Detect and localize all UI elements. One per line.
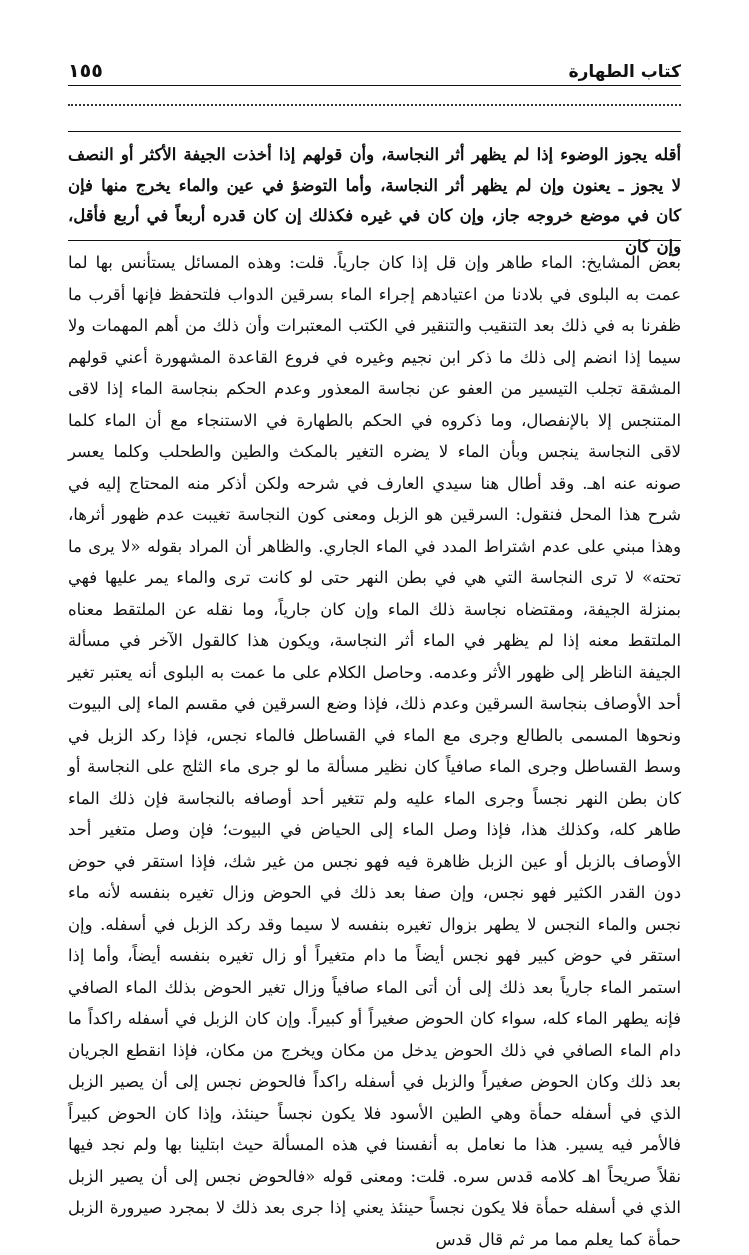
page-number: ١٥٥ xyxy=(68,60,103,82)
commentary-separator-rule xyxy=(68,240,681,241)
book-title: كتاب الطهارة xyxy=(568,62,681,82)
main-text xyxy=(68,140,681,262)
main-text-paragraph: أقله يجوز الوضوء إذا لم يظهر أثر النجاسة، وأن قولهم إذا أخذت الجيفة الأكثر أو النصف لا يجوز ـ يعنون وإن لم يظهر أثر النجاسة، وأما التوضؤ في عين والماء يخرج منها فإن كان في موضع خروجه جاز، وإن كان في غيره فكذلك إن كان قدره أربعاً في أربع فأقل، وإن كان xyxy=(68,145,681,256)
main-text-top-rule xyxy=(68,131,681,132)
page-header xyxy=(68,55,681,86)
commentary-paragraph: بعض المشايخ: الماء طاهر وإن قل إذا كان جارياً. قلت: وهذه المسائل يستأنس بها لما عمت به البلوى في بلادنا من اعتيادهم إجراء الماء بسرقين الدواب فلتحفظ فإنها أقرب ما ظفرنا به في ذلك بعد التنقيب والتنقير في الكتب المعتبرات وأن ذلك من أهم المهمات ولا سيما إذا انضم إلى ذلك ما ذكر ابن نجيم وغيره في فروع القاعدة المشهورة أعني قولهم المشقة تجلب التيسير من العفو عن نجاسة المعذور وعدم الحكم بنجاسة الماء إذا لاقى المتنجس إلا بالإنفصال، وما ذكروه في الحكم بالطهارة في الاستنجاء مع أن الماء كلما لاقى النجاسة ينجس وبأن الماء لا يضره التغير بالمكث والطين والطحلب وكلما يعسر صونه عنه اهـ. وقد أطال هنا سيدي العارف في شرحه ولكن أذكر منه المحتاج إليه في شرح هذا المحل فنقول: السرقين هو الزبل ومعنى كون النجاسة تغيبت عدم ظهور أثرها، وهذا مبني على عدم اشتراط المدد في الماء الجاري. والظاهر أن المراد بقوله «لا يرى ما تحته» لا ترى النجاسة التي هي في بطن النهر حتى لو كانت ترى والماء يمر عليها فهي بمنزلة الجيفة، ومقتضاه نجاسة ذلك الماء وإن كان جارياً، وما نقله عن الملتقط معناه الملتقط معنه إذا لم يظهر في الماء أثر النجاسة، ويكون هذا كالقول الآخر في مسألة الجيفة الناظر إلى ظهور الأثر وعدمه. وحاصل الكلام على ما عمت به البلوى أنه يعتبر تغير أحد الأوصاف بنجاسة السرقين وعدم ذلك، فإذا وضع السرقين في مقسم الماء إلى البيوت ونحوها المسمى بالطالع وجرى مع الماء في القساطل فالماء نجس، فإذا ركد الزبل في وسط القساطل وجرى الماء صافياً كان نظير مسألة ما لو جرى ماء الثلج على النجاسة أو كان بطن النهر نجساً وجرى الماء عليه ولم تتغير أحد أوصافه بالنجاسة فإن ذلك الماء طاهر كله، وكذلك هذا، فإذا وصل الماء إلى الحياض في البيوت؛ فإن وصل متغير أحد الأوصاف بالزبل أو عين الزبل ظاهرة فيه فهو نجس من غير شك، فإذا استقر في حوض دون القدر الكثير فهو نجس، وإن صفا بعد ذلك في الحوض وزال تغيره بنفسه لأنه ماء نجس والماء النجس لا يطهر بزوال تغيره بنفسه لا سيما وقد ركد الزبل في أسفله. وإن استقر في حوض كبير فهو نجس أيضاً ما دام متغيراً أو زال تغيره بنفسه أيضاً، وأما إذا استمر الماء جارياً بعد ذلك إلى أن أتى الماء صافياً وزال تغير الحوض بذلك الماء الصافي فإنه يطهر الماء كله، سواء كان الحوض صغيراً أو كبيراً. وإن كان الزبل في أسفله راكداً ما دام الماء الصافي في ذلك الحوض يدخل من مكان ويخرج من مكان، فإذا انقطع الجريان بعد ذلك وكان الحوض صغيراً والزبل في أسفله راكداً فالحوض نجس إلى أن يصير الزبل الذي في أسفله حمأة وهي الطين الأسود فلا يكون نجساً حينئذ، وإذا كان الحوض كبيراً فالأمر فيه يسير. هذا ما نعامل به أنفسنا في هذه المسألة حيث ابتلينا بها ولم نجد فيها نقلاً صريحاً اهـ كلامه قدس سره. قلت: ومعنى قوله «فالحوض نجس إلى أن يصير الزبل الذي في أسفله حمأة فلا يكون نجساً حينئذ يعني إذا جرى بعد ذلك لا بمجرد صيرورة الزبل حمأة كما يعلم مما مر ثم قال قدس xyxy=(68,253,681,1249)
dotted-separator xyxy=(68,104,681,106)
commentary xyxy=(68,247,681,1255)
